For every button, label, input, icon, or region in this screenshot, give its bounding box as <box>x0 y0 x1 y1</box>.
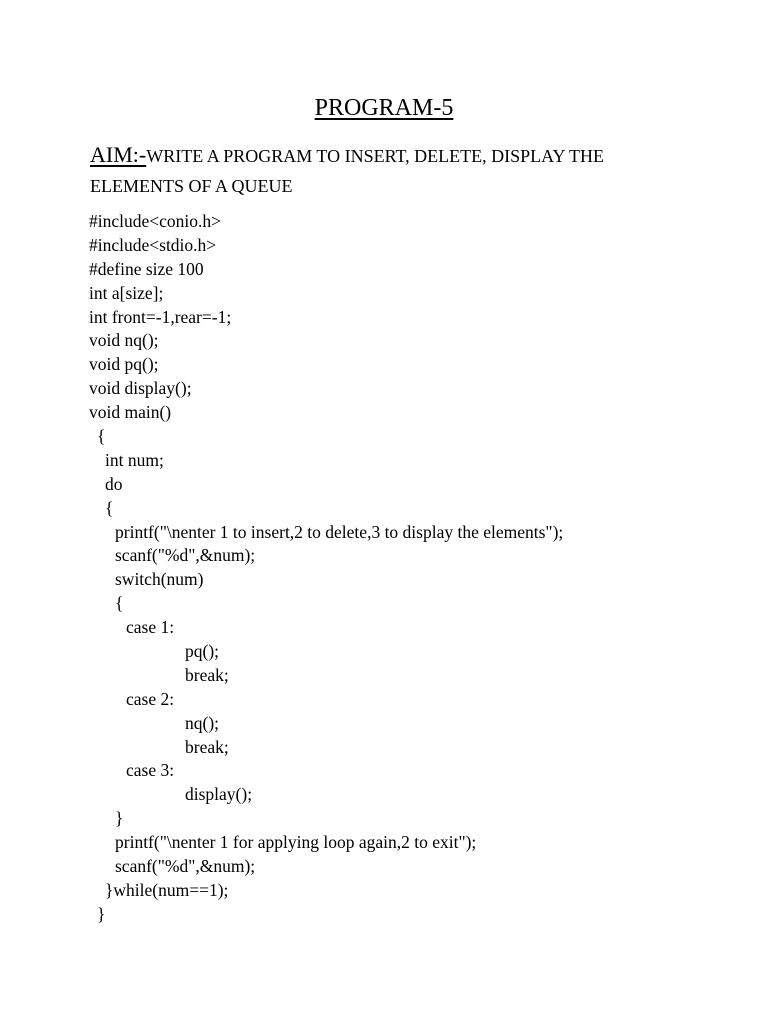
code-line: nq(); <box>185 712 220 733</box>
code-line: { <box>105 497 114 518</box>
code-line: break; <box>185 736 229 757</box>
code-line: case 2: <box>126 688 175 709</box>
code-line: scanf("%d",&num); <box>115 856 256 877</box>
code-line: void nq(); <box>89 330 159 351</box>
code-line: break; <box>185 664 229 685</box>
code-line: #include<conio.h> <box>89 211 222 231</box>
code-line: printf("\nenter 1 for applying loop again,2 to exit"); <box>115 832 477 853</box>
page-title: PROGRAM-5 <box>314 95 454 121</box>
code-line: int front=-1,rear=-1; <box>89 306 232 327</box>
code-line: } <box>115 808 124 829</box>
code-line: case 1: <box>126 617 175 638</box>
code-line: }while(num==1); <box>105 879 229 900</box>
aim-statement <box>90 140 710 201</box>
code-line: void display(); <box>89 378 192 399</box>
aim-label: AIM:- <box>90 142 147 167</box>
code-line: do <box>105 473 123 494</box>
code-listing <box>89 210 729 927</box>
code-line: display(); <box>185 784 253 805</box>
code-line: case 3: <box>126 760 175 781</box>
aim-text-line-1: WRITE A PROGRAM TO INSERT, DELETE, DISPLAY THE <box>146 146 604 166</box>
code-line: switch(num) <box>115 569 204 590</box>
code-line: printf("\nenter 1 to insert,2 to delete,3 to display the elements"); <box>115 521 564 542</box>
aim-text-line-2: ELEMENTS OF A QUEUE <box>90 176 293 196</box>
code-line: pq(); <box>185 641 220 662</box>
code-line: #define size 100 <box>89 258 204 279</box>
code-line: scanf("%d",&num); <box>115 545 256 566</box>
code-line: void main() <box>89 402 172 423</box>
code-line: void pq(); <box>89 354 159 375</box>
code-line: { <box>115 593 124 614</box>
code-line: int num; <box>105 449 164 470</box>
code-line: { <box>97 426 106 447</box>
code-line: int a[size]; <box>89 282 164 303</box>
code-line: } <box>97 903 106 924</box>
code-line: #include<stdio.h> <box>89 234 217 255</box>
